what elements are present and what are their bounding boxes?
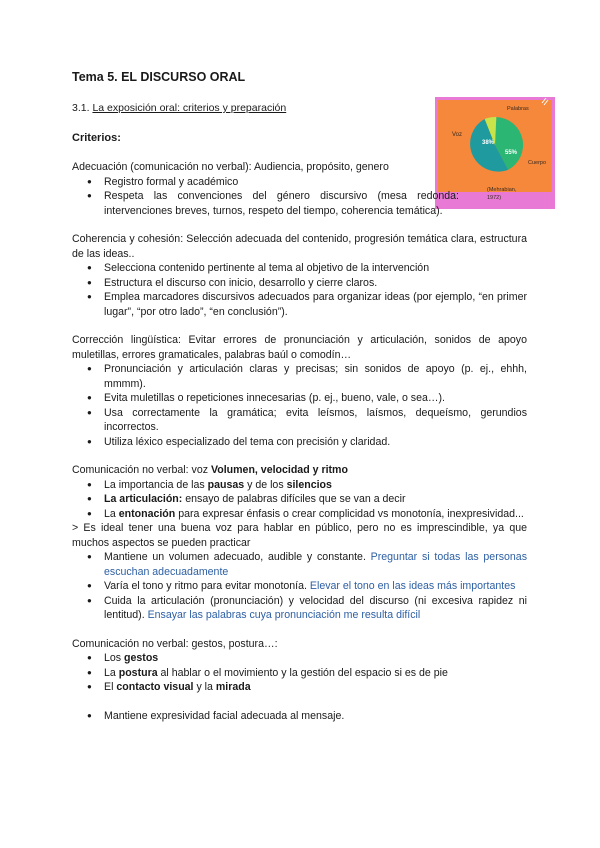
- gestos-list: [72, 651, 527, 695]
- figure-caption-line1: (Mehrabian,: [487, 187, 517, 193]
- voz-intro: [72, 463, 527, 478]
- list-item: ● Respeta las convenciones del género discursivo (mesa redonda: intervenciones breves, turnos, respeto del tiempo, coherencia temática).: [104, 189, 459, 218]
- bold-run: postura: [118, 666, 158, 679]
- voz-list: [72, 478, 527, 522]
- bold-run: silencios: [286, 478, 332, 491]
- expresividad-list: [72, 709, 527, 724]
- text-run: Cuida la articulación (pronunciación) y velocidad del discurso (ni excesiva rapidez ni lentitud).: [104, 594, 527, 621]
- legend-voz: Voz: [452, 132, 463, 138]
- list-item: [104, 478, 527, 493]
- text-run: La: [104, 507, 119, 520]
- bold-run: contacto visual: [116, 681, 194, 693]
- list-item: ● Registro formal y académico: [104, 175, 459, 190]
- tip-text: Elevar el tono en las ideas más importantes: [309, 580, 516, 592]
- list-item: [104, 594, 527, 623]
- page-title: Tema 5. EL DISCURSO ORAL: [72, 70, 246, 84]
- text-run: La: [104, 666, 119, 679]
- list-item: ● Emplea marcadores discursivos adecuados para organizar ideas (por ejemplo, “en primer lugar”, “por otro lado”, “en conclusión”).: [104, 290, 527, 319]
- bold-run: entonación: [118, 507, 176, 520]
- correccion-list: [72, 362, 527, 449]
- list-item: ● Mantiene expresividad facial adecuada al mensaje.: [104, 709, 527, 724]
- gestos-intro: Comunicación no verbal: gestos, postura…:: [72, 637, 278, 650]
- tip-text: Preguntar si todas las personas escuchan adecuadamente: [104, 551, 527, 578]
- pie-label-voz-pct: 38%: [482, 140, 495, 146]
- list-item: ● Usa correctamente la gramática; evita leísmos, laísmos, dequeísmo, gerundios incorrectos.: [104, 406, 527, 435]
- coherencia-list: [72, 261, 527, 319]
- list-item: [104, 492, 527, 507]
- adecuacion-list: [72, 175, 459, 219]
- list-item: ● Selecciona contenido pertinente al tema al objetivo de la intervención: [104, 261, 527, 276]
- voz-intro-text: Comunicación no verbal: voz: [72, 464, 211, 476]
- section-title: La exposición oral: criterios y preparación: [92, 102, 287, 114]
- bold-run: gestos: [124, 652, 159, 664]
- coherencia-intro: Coherencia y cohesión: Selección adecuada del contenido, progresión temática clara, estructura de las ideas..: [72, 233, 527, 260]
- text-run: y la: [193, 681, 216, 693]
- list-item: ● Pronunciación y articulación claras y precisas; sin sonidos de apoyo (p. ej., ehhh, mmmm).: [104, 362, 527, 391]
- bold-run: pausas: [207, 478, 245, 491]
- text-run: al hablar o el movimiento y la gestión del espacio si es de pie: [157, 666, 448, 679]
- section-heading: [72, 102, 286, 114]
- text-run: La importancia de las: [104, 478, 208, 491]
- text-run: ensayo de palabras difíciles que se van a decir: [182, 493, 406, 505]
- bold-run: La articulación:: [104, 493, 183, 505]
- correccion-intro: Corrección lingüística: Evitar errores de pronunciación y articulación, sonidos de apoyo muletillas, errores gramaticales, palabras baúl o comodín…: [72, 334, 527, 361]
- legend-cuerpo: Cuerpo: [528, 160, 547, 166]
- criterios-heading: Criterios:: [72, 132, 121, 144]
- legend-palabras: Palabras: [507, 106, 529, 112]
- adecuacion-intro: Adecuación (comunicación no verbal): Audiencia, propósito, genero: [72, 161, 389, 173]
- list-item: ● Evita muletillas o repeticiones innecesarias (p. ej., bueno, vale, o sea…).: [104, 391, 527, 406]
- pie-label-cuerpo-pct: 55%: [505, 150, 518, 156]
- list-item: [104, 550, 527, 579]
- voz-intro-bold: Volumen, velocidad y ritmo: [210, 464, 348, 476]
- text-run: Varía el tono y ritmo para evitar monotonía.: [104, 580, 310, 592]
- text-run: Los: [104, 652, 125, 664]
- list-item: ● Utiliza léxico especializado del tema con precisión y claridad.: [104, 435, 527, 450]
- tip-text: Ensayar las palabras cuya pronunciación me resulta difícil: [147, 609, 421, 621]
- figure-caption-line2: 1972): [487, 195, 502, 201]
- voz-practice-list: [72, 550, 527, 623]
- text-run: y de los: [244, 478, 287, 491]
- text-run: El: [104, 681, 117, 693]
- list-item: [104, 579, 527, 594]
- list-item: [104, 680, 527, 695]
- section-number: 3.1.: [72, 102, 93, 114]
- voz-note: > Es ideal tener una buena voz para hablar en público, pero no es imprescindible, ya que muchos aspectos se pueden practicar: [72, 522, 527, 549]
- document-body: [72, 160, 527, 723]
- list-item: [104, 651, 527, 666]
- list-item: [104, 507, 527, 522]
- text-run: Mantiene un volumen adecuado, audible y constante.: [104, 551, 371, 563]
- list-item: [104, 666, 527, 681]
- list-item: ● Estructura el discurso con inicio, desarrollo y cierre claros.: [104, 276, 527, 291]
- bold-run: mirada: [215, 681, 251, 693]
- text-run: para expresar énfasis o crear complicidad vs monotonía, inexpresividad...: [175, 507, 524, 520]
